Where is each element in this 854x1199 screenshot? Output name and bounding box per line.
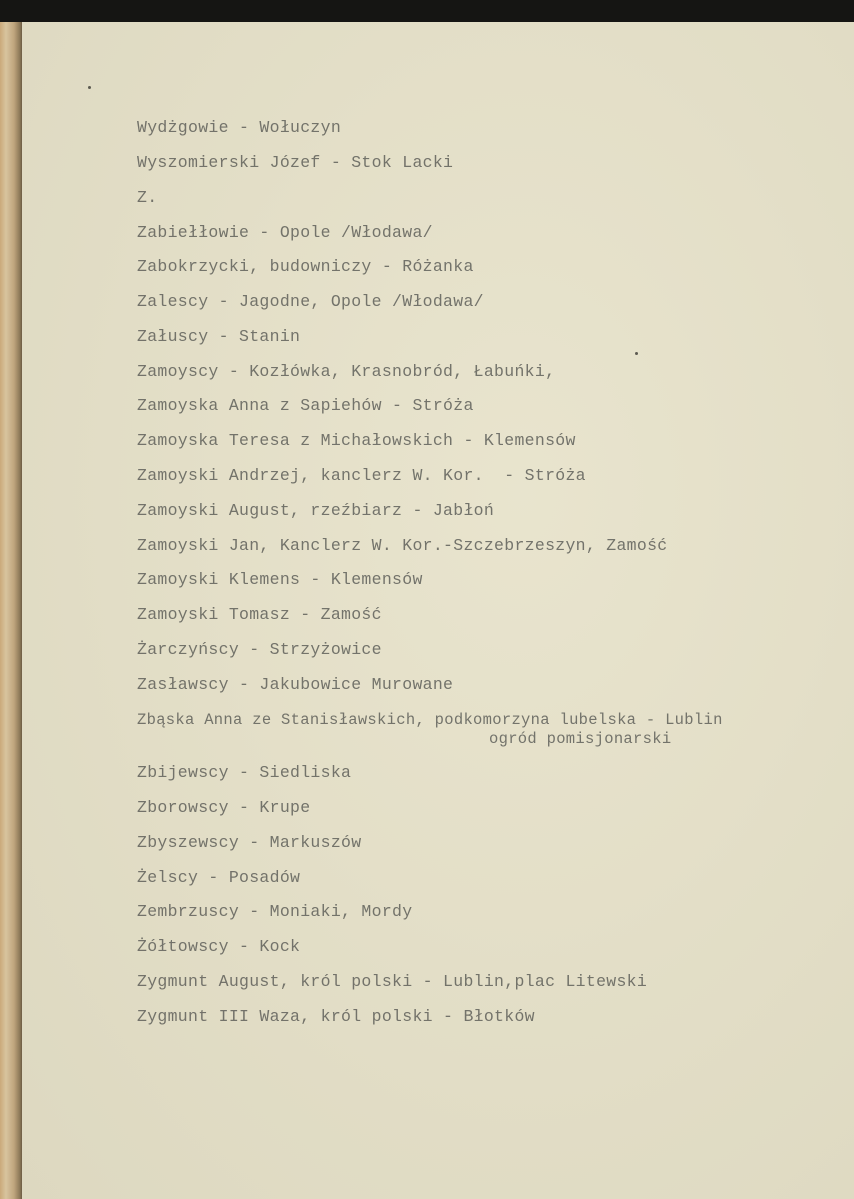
entry-line: Wyszomierski Józef - Stok Lacki xyxy=(137,153,454,172)
entry-line: Zasławscy - Jakubowice Murowane xyxy=(137,675,454,694)
entry-line: Zygmunt III Waza, król polski - Błotków xyxy=(137,1007,535,1026)
section-letter: Z. xyxy=(137,188,158,207)
entry-line: Zamoyska Anna z Sapiehów - Stróża xyxy=(137,396,474,415)
entry-line: Zamoyscy - Kozłówka, Krasnobród, Łabuńki, xyxy=(137,362,556,381)
document-page xyxy=(22,22,854,1199)
entry-line: Zbyszewscy - Markuszów xyxy=(137,833,362,852)
entry-line: Zamoyski Jan, Kanclerz W. Kor.-Szczebrzeszyn, Zamość xyxy=(137,536,668,555)
entry-line: Żarczyńscy - Strzyżowice xyxy=(137,640,382,659)
entry-line: Zamoyski Andrzej, kanclerz W. Kor. - Stróża xyxy=(137,466,586,485)
entry-line: Zabokrzycki, budowniczy - Różanka xyxy=(137,257,474,276)
entry-line: Wydżgowie - Wołuczyn xyxy=(137,118,342,137)
entry-line: Żelscy - Posadów xyxy=(137,868,301,887)
entry-line: Zborowscy - Krupe xyxy=(137,798,311,817)
entry-line: Zamoyski Tomasz - Zamość xyxy=(137,605,382,624)
entry-line: Zbąska Anna ze Stanisławskich, podkomorzyna lubelska - Lublin xyxy=(137,711,723,729)
entry-line: Zbijewscy - Siedliska xyxy=(137,763,352,782)
entry-line: Zamoyski August, rzeźbiarz - Jabłoń xyxy=(137,501,495,520)
entry-line-continuation: ogród pomisjonarski xyxy=(489,730,672,748)
entry-line: Załuscy - Stanin xyxy=(137,327,301,346)
entry-list xyxy=(22,22,854,1199)
entry-line: Żółtowscy - Kock xyxy=(137,937,301,956)
entry-line: Zamoyski Klemens - Klemensów xyxy=(137,570,423,589)
entry-line: Zamoyska Teresa z Michałowskich - Klemensów xyxy=(137,431,576,450)
entry-line: Zygmunt August, król polski - Lublin,plac Litewski xyxy=(137,972,648,991)
entry-line: Zalescy - Jagodne, Opole /Włodawa/ xyxy=(137,292,484,311)
page-binding-edge xyxy=(0,22,22,1199)
entry-line: Zembrzuscy - Moniaki, Mordy xyxy=(137,902,413,921)
scan-top-border xyxy=(0,0,854,22)
entry-line: Zabiełłowie - Opole /Włodawa/ xyxy=(137,223,433,242)
paper-speck xyxy=(88,86,91,89)
paper-speck xyxy=(635,352,638,355)
